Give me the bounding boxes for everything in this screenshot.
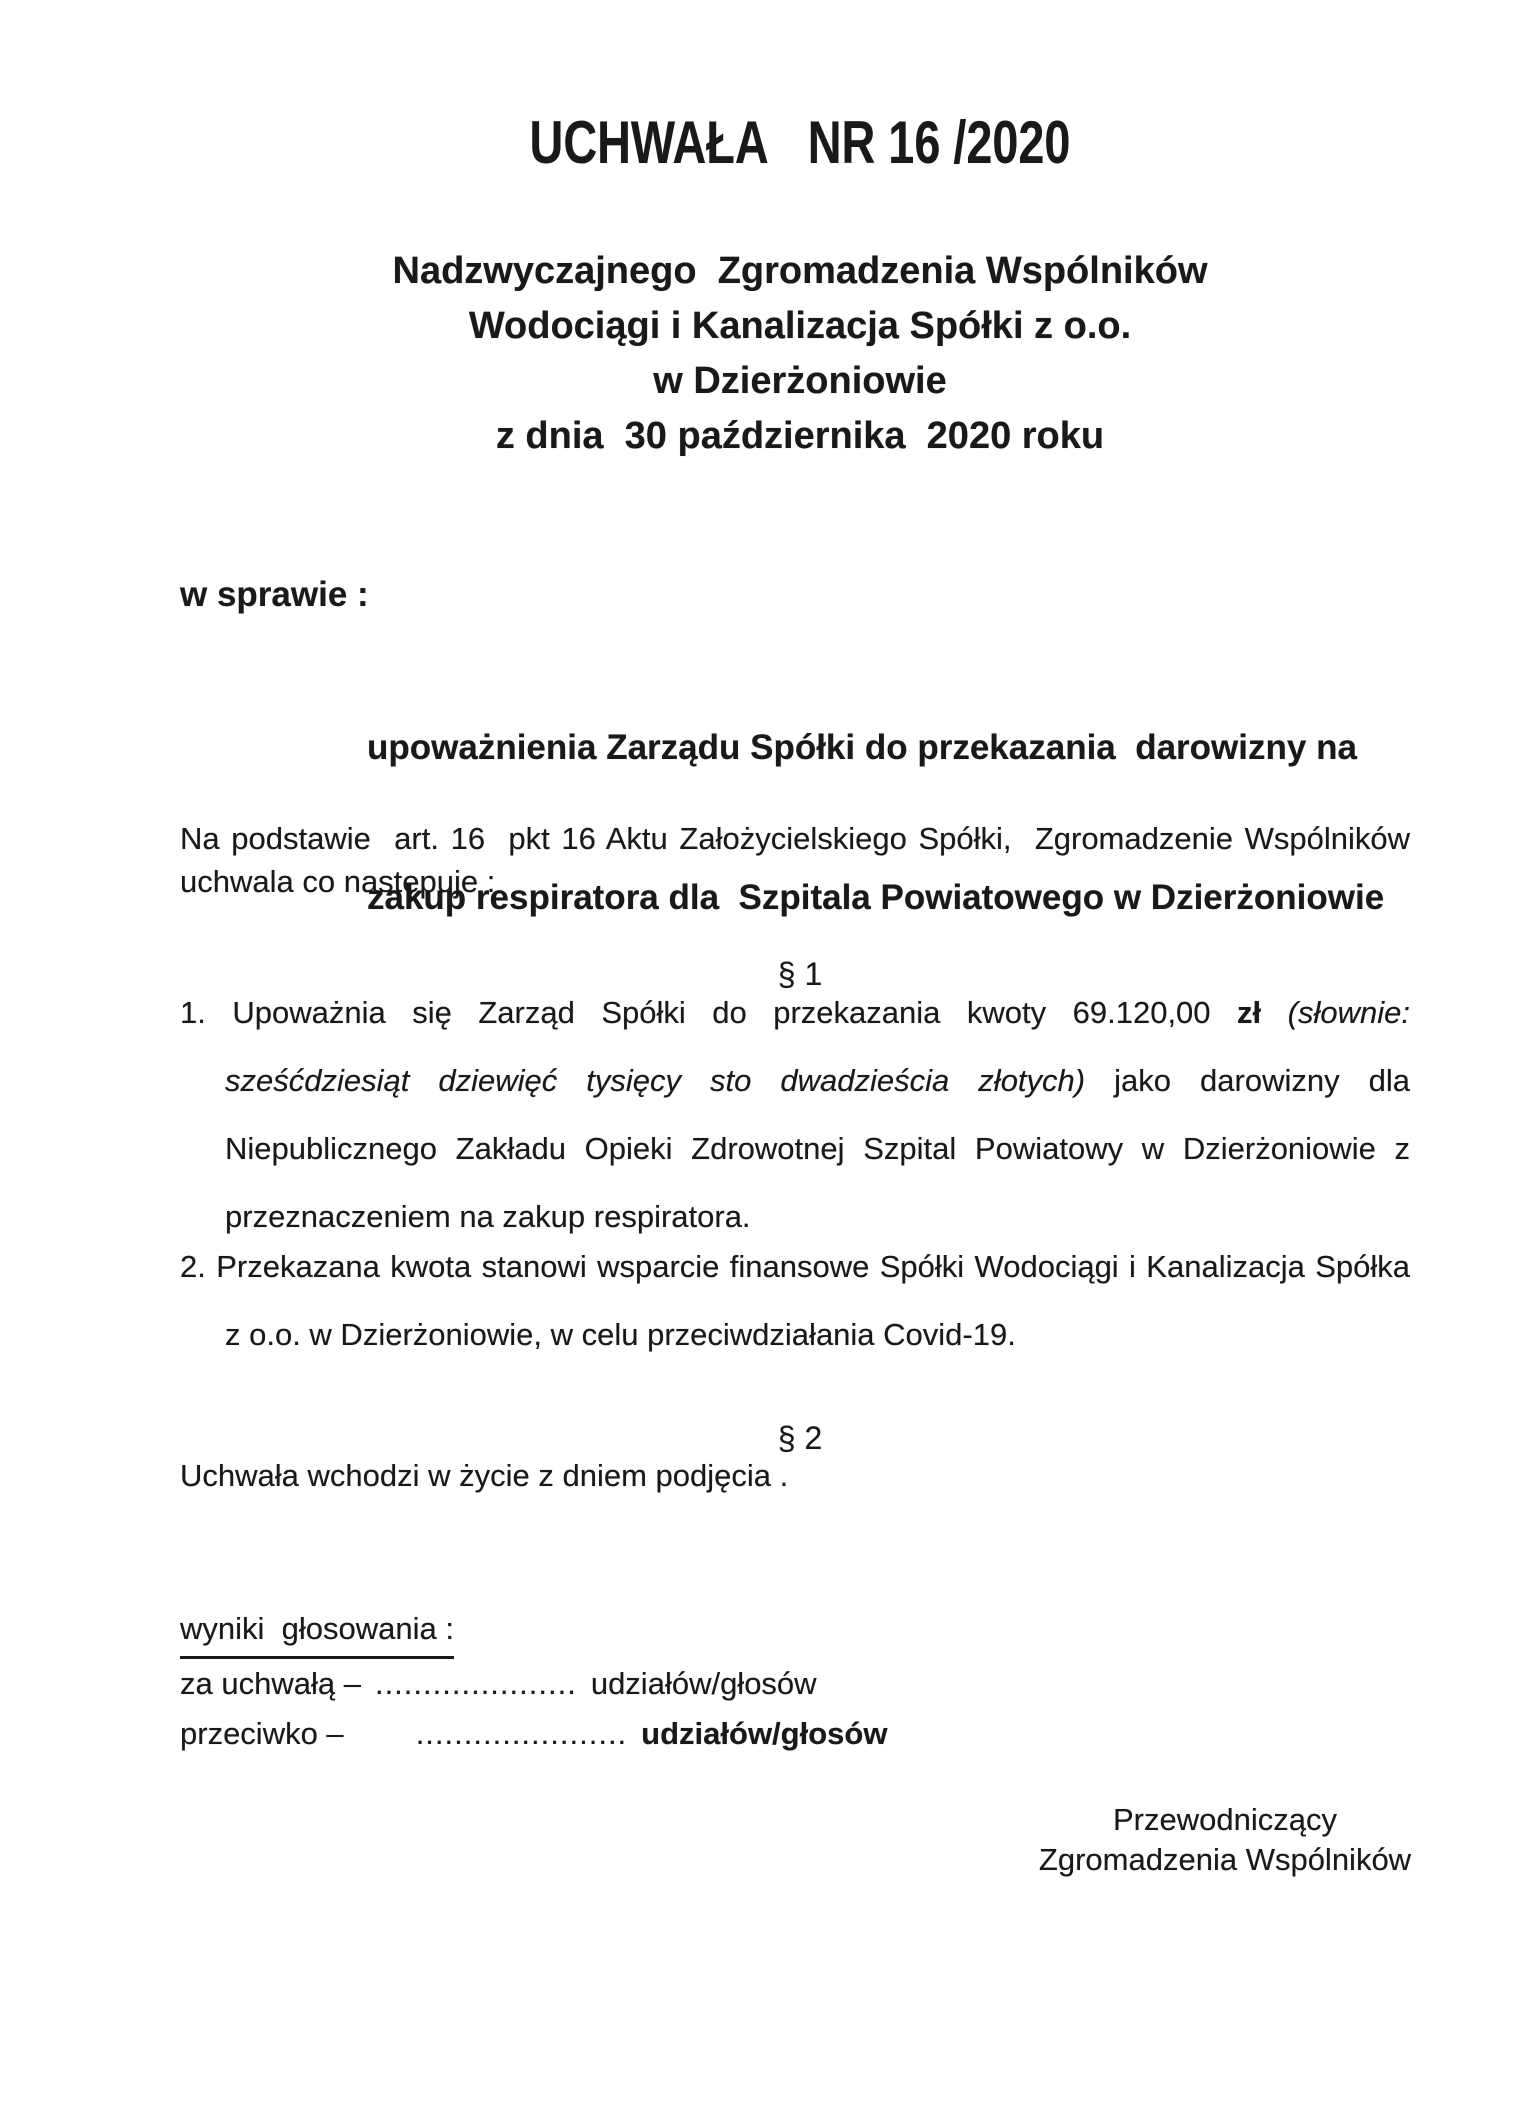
voting-heading	[180, 1604, 887, 1659]
voting-for-unit: udziałów/głosów	[590, 1666, 817, 1701]
item-1-line-3: Niepublicznego Zakładu Opieki Zdrowotnej Szpital Powiatowy w Dzierżoniowie z	[225, 1131, 1410, 1166]
subtitle-line-assembly: Nadzwyczajnego Zgromadzenia Wspólników	[392, 250, 1208, 292]
voting-against-label: przeciwko –	[180, 1716, 344, 1751]
item-2-line-2: z o.o. w Dzierżoniowie, w celu przeciwdziałania Covid-19.	[225, 1317, 1016, 1352]
voting-for-dotted-blank: .....................	[374, 1666, 577, 1701]
signature-role-line-2: Zgromadzenia Wspólników	[1038, 1842, 1412, 1877]
signature-role-line-1: Przewodniczący	[1113, 1802, 1337, 1837]
effective-date-clause: Uchwała wchodzi w życie z dniem podjęcia .	[180, 1458, 789, 1493]
signature-block	[1020, 1800, 1430, 1880]
list-item-2	[180, 1233, 1410, 1369]
item-2-line-1: 2. Przekazana kwota stanowi wsparcie finansowe Spółki Wodociągi i Kanalizacja Spółka	[180, 1249, 1410, 1284]
section-1-heading: § 1	[777, 956, 823, 992]
subtitle-line-city: w Dzierżoniowie	[653, 360, 947, 402]
list-item-1	[180, 979, 1410, 1251]
item-1-currency: zł	[1237, 995, 1288, 1030]
voting-heading-text: wyniki głosowania :	[180, 1604, 454, 1659]
subtitle-line-company: Wodociągi i Kanalizacja Spółki z o.o.	[468, 305, 1132, 347]
preamble-line-1: Na podstawie art. 16 pkt 16 Aktu Założycielskiego Spółki, Zgromadzenie Wspólników	[180, 821, 1410, 856]
subject-line-1: upoważnienia Zarządu Spółki do przekazania darowizny na	[367, 728, 1357, 767]
item-1-line-4: przeznaczeniem na zakup respiratora.	[225, 1199, 751, 1234]
item-1-line-1	[180, 979, 1410, 1047]
subtitle-line-date: z dnia 30 października 2020 roku	[495, 415, 1105, 457]
voting-against-unit: udziałów/głosów	[641, 1716, 888, 1751]
item-1-line-2	[180, 1047, 1410, 1115]
section-2-heading: § 2	[777, 1420, 823, 1456]
item-1-slownie-open: (słownie:	[1287, 995, 1410, 1030]
voting-row-for	[180, 1659, 887, 1709]
preamble	[180, 817, 1410, 903]
preamble-line-2: uchwala co następuje :	[180, 864, 496, 899]
item-1-line-2-regular: jako darowizny dla	[1114, 1063, 1410, 1098]
voting-for-label: za uchwałą –	[180, 1666, 361, 1701]
item-1-amount-text: 1. Upoważnia się Zarząd Spółki do przekazania kwoty 69.120,00	[180, 995, 1238, 1030]
voting-row-against	[180, 1709, 887, 1759]
document-subtitle	[0, 244, 1530, 464]
document-title: UCHWAŁA NR 16 /2020	[529, 109, 1071, 176]
item-1-amount-words: sześćdziesiąt dziewięć tysięcy sto dwadzieścia złotych)	[225, 1063, 1115, 1098]
voting-results	[180, 1604, 887, 1759]
subject-label: w sprawie :	[180, 575, 369, 614]
subject-line-2: zakup respiratora dla Szpitala Powiatowego w Dzierżoniowie	[367, 878, 1385, 917]
voting-against-dotted-blank: ......................	[415, 1716, 628, 1751]
